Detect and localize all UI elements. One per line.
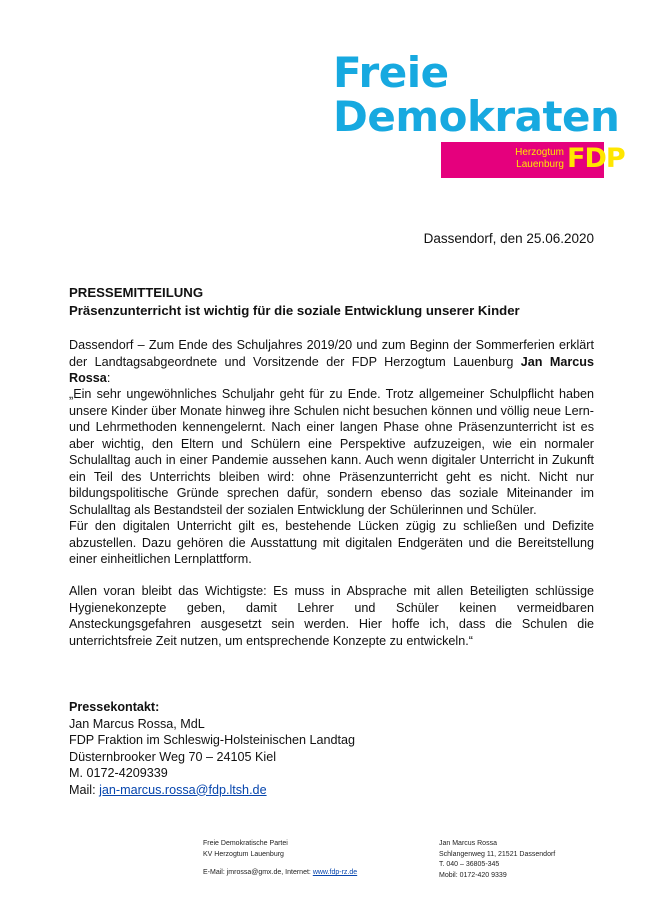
quote-paragraph-3 xyxy=(69,583,594,649)
quote-paragraph-text: „Ein sehr ungewöhnliches Schuljahr geht für zu Ende. Trotz allgemeiner Schulpflicht haben unsere Kinder über Monate hinweg ihre Schulen nicht besuchen können und völlig neue Lern- und Lehrmethoden kennengelernt. Nach einer langen Phase ohne Präsenzunterricht ist es aber wichtig, den Eltern und Schülern eine Perspektive aufzuzeigen, wie ein normaler Schulalltag auch in einer Pandemie aussehen kann. Auch wenn digitaler Unterricht in Zukunft ein Teil des Unterrichts bleiben wird: ohne Präsenzunterricht geht es nicht. Nicht nur bildungspolitische Gründe sprechen dafür, sondern ebenso das soziale Miteinander im Schulalltag als Bestandsteil der sozialen Entwicklung der Schülerinnen und Schüler. xyxy=(69,387,594,517)
footer-personal-info xyxy=(439,839,555,881)
fdp-logo xyxy=(0,0,650,190)
footer-person-address: Schlangenweg 11, 21521 Dassendorf xyxy=(439,850,556,858)
quote-paragraph-text: Allen voran bleibt das Wichtigste: Es muss in Absprache mit allen Beteiligten schlüssige Hygienekonzepte geben, damit Lehrer und Schüler keinen vermeidbaren Ansteckungsgefahren ausgesetzt sein werden. Hier hoffe ich, dass die Schulen die unterrichtsfreie Zeit nutzen, um entsprechende Konzepte zu entwickeln.“ xyxy=(69,584,594,648)
logo-region-text xyxy=(486,147,564,171)
footer-website-link[interactable]: www.fdp-rz.de xyxy=(312,869,358,876)
logo-region-line2: Lauenburg xyxy=(516,159,564,170)
document-date: Dassendorf, den 25.06.2020 xyxy=(423,231,594,246)
quote-paragraph-1 xyxy=(69,386,594,518)
press-release-label: PRESSEMITTEILUNG xyxy=(69,285,204,300)
intro-speaker-name: Jan Marcus Rossa xyxy=(69,354,594,385)
footer-contact-line xyxy=(203,868,357,879)
intro-text: Dassendorf – Zum Ende des Schuljahres 2019/20 und zum Beginn der Sommerferien erklärt der Landtagsabgeordnete und Vorsitzende der FDP Herzogtum Lauenburg xyxy=(69,338,594,369)
intro-paragraph xyxy=(69,337,594,387)
press-contact-label: Pressekontakt: xyxy=(69,700,160,714)
contact-organisation: FDP Fraktion im Schleswig-Holsteinischen Landtag xyxy=(69,733,356,747)
footer-person-name: Jan Marcus Rossa xyxy=(439,840,497,847)
footer-person-phone: T. 040 – 36805-345 xyxy=(439,861,500,868)
footer-person-mobile: Mobil: 0172-420 9339 xyxy=(439,871,507,879)
contact-mail-label: Mail: xyxy=(69,782,100,797)
footer-party-info xyxy=(203,839,288,860)
contact-name: Jan Marcus Rossa, MdL xyxy=(69,716,205,731)
intro-suffix: : xyxy=(106,371,111,385)
quote-paragraph-text: Für den digitalen Unterricht gilt es, bestehende Lücken zügig zu schließen und Defizite abzustellen. Dazu gehören die Ausstattung mit digitalen Endgeräten und die Bereitstellung einer einheitlichen Lernplattform. xyxy=(69,519,594,566)
logo-text-freie: Freie xyxy=(333,48,449,97)
footer-party-name: Freie Demokratische Partei xyxy=(203,840,288,847)
logo-text-demokraten: Demokraten xyxy=(333,92,620,141)
contact-phone: M. 0172-4209339 xyxy=(69,766,168,780)
contact-address: Düsternbrooker Weg 70 – 24105 Kiel xyxy=(69,749,276,764)
contact-email-link[interactable]: jan-marcus.rossa@fdp.ltsh.de xyxy=(99,782,267,797)
quote-paragraph-2 xyxy=(69,518,594,568)
press-contact-block xyxy=(69,699,355,798)
logo-fdp-text: FDP xyxy=(567,143,625,174)
footer-email-text: E-Mail: jmrossa@gmx.de, Internet: xyxy=(203,869,313,876)
footer-party-district: KV Herzogtum Lauenburg xyxy=(203,850,284,858)
press-release-title: Präsenzunterricht ist wichtig für die soziale Entwicklung unserer Kinder xyxy=(69,303,520,318)
logo-region-line1: Herzogtum xyxy=(515,147,564,158)
contact-mail-line xyxy=(69,782,355,799)
press-release-heading xyxy=(69,284,594,320)
